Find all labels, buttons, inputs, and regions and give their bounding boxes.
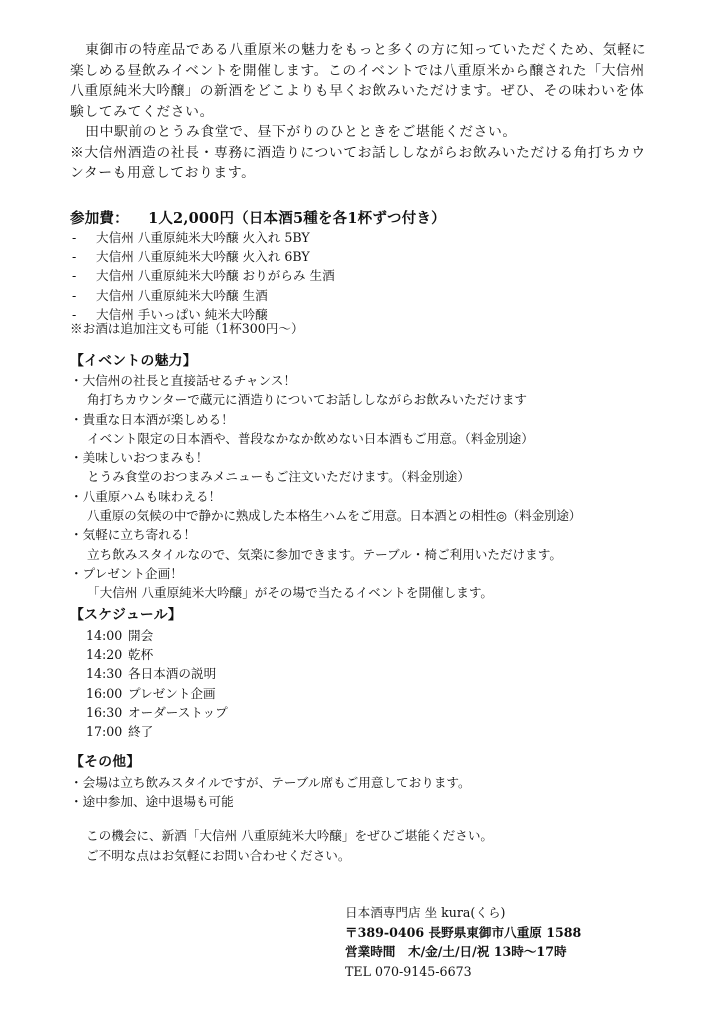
schedule-item: 各日本酒の説明 (128, 666, 217, 682)
appeal-title: ・大信州の社長と直接話せるチャンス！ (70, 373, 296, 388)
schedule-row (86, 684, 228, 703)
other-item: ・途中参加、途中退場も可能 (70, 794, 234, 810)
schedule-row (86, 703, 228, 722)
schedule-time: 14:00 (86, 628, 123, 643)
shop-info (345, 903, 581, 981)
schedule-list (86, 626, 228, 741)
schedule-item: プレゼント企画 (128, 685, 216, 701)
appeal-desc: イベント限定の日本酒や、普段なかなか飲めない日本酒もご用意。（料金別途） (87, 430, 534, 446)
schedule-item: 乾杯 (128, 647, 154, 663)
schedule-time: 17:00 (86, 724, 123, 740)
other-heading: 【その他】 (70, 754, 141, 770)
sake-list-item: - 大信州 八重原純米大吟醸 火入れ 5BY (70, 228, 335, 247)
appeal-desc: とうみ食堂のおつまみメニューもご注文いただけます。（料金別途） (87, 469, 470, 485)
closing-message (86, 826, 493, 865)
closing-line: この機会に、新酒「大信州 八重原純米大吟醸」をぜひご堪能ください。 (86, 828, 494, 843)
other-list (70, 773, 471, 812)
appeal-desc: 「大信州 八重原純米大吟醸」がその場で当たるイベントを開催します。 (87, 585, 493, 601)
schedule-time: 14:20 (86, 647, 123, 663)
schedule-time: 14:30 (86, 666, 123, 682)
shop-hours: 営業時間 木/金/土/日/祝 13時〜17時 (345, 944, 567, 959)
shop-tel: TEL 070-9145-6673 (345, 963, 472, 979)
appeal-desc: 立ち飲みスタイルなので、気楽に参加できます。テーブル・椅ご利用いただけます。 (87, 546, 562, 562)
intro-paragraph: 東御市の特産品である八重原米の魅力をもっと多くの方に知っていただくため、気軽に楽しめる昼飲みイベントを開催します。このイベントでは八重原米から醸された「大信州 八重原純米大吟醸」の新酒をどこよりも早くお飲みいただけます。ぜひ、その味わいを体験してみてください。 (70, 42, 647, 120)
shop-name: 日本酒専門店 坐 kura(くら) (345, 905, 506, 920)
schedule-row (86, 722, 228, 741)
appeal-title: ・貴重な日本酒が楽しめる！ (70, 411, 234, 427)
sake-list-item: - 大信州 八重原純米大吟醸 火入れ 6BY (70, 247, 335, 266)
schedule-row (86, 664, 228, 683)
other-item: ・会場は立ち飲みスタイルですが、テーブル席もご用意しております。 (70, 775, 471, 790)
fee-label: 参加費： (70, 210, 129, 227)
appeal-desc: 八重原の気候の中で静かに熟成した本格生ハムをご用意。日本酒との相性◎（料金別途） (87, 508, 582, 524)
schedule-item: 終了 (128, 724, 154, 740)
appeal-title: ・プレゼント企画！ (70, 565, 183, 581)
schedule-time: 16:00 (86, 685, 123, 701)
closing-line: ご不明な点はお気軽にお問い合わせください。 (86, 847, 351, 863)
intro-venue-paragraph: 田中駅前のとうみ食堂で、昼下がりのひとときをご堪能ください。 (85, 124, 517, 140)
shop-address: 〒389-0406 長野県東御市八重原 1588 (345, 924, 582, 940)
schedule-row (86, 645, 228, 664)
sake-list (70, 228, 335, 324)
fee-line (70, 207, 446, 228)
schedule-row (86, 626, 228, 645)
sake-list-item: - 大信州 手いっぱい 純米大吟醸 (70, 305, 335, 324)
appeal-heading: 【イベントの魅力】 (70, 353, 197, 369)
appeal-list (70, 371, 581, 603)
appeal-title: ・美味しいおつまみも！ (70, 450, 209, 466)
appeal-desc: 角打ちカウンターで蔵元に酒造りについてお話ししながらお飲みいただけます (87, 392, 528, 408)
schedule-item: 開会 (128, 628, 154, 643)
additional-order-note: ※お酒は追加注文も可能（1杯300円〜） (70, 321, 304, 336)
appeal-title: ・八重原ハムも味わえる！ (70, 488, 222, 504)
intro-note-paragraph: ※大信州酒造の社長・専務に酒造りについてお話ししながらお飲みいただける角打ちカウンターも用意しております。 (70, 144, 646, 181)
intro-section (70, 40, 656, 184)
schedule-item: オーダーストップ (128, 704, 228, 720)
schedule-time: 16:30 (86, 704, 123, 720)
fee-value: 1人2,000円（日本酒5種を各1杯ずつ付き） (148, 210, 446, 227)
sake-list-item: - 大信州 八重原純米大吟醸 おりがらみ 生酒 (70, 266, 335, 285)
appeal-title: ・気軽に立ち寄れる！ (70, 527, 196, 543)
schedule-heading: 【スケジュール】 (70, 607, 182, 623)
sake-list-item: - 大信州 八重原純米大吟醸 生酒 (70, 286, 335, 305)
